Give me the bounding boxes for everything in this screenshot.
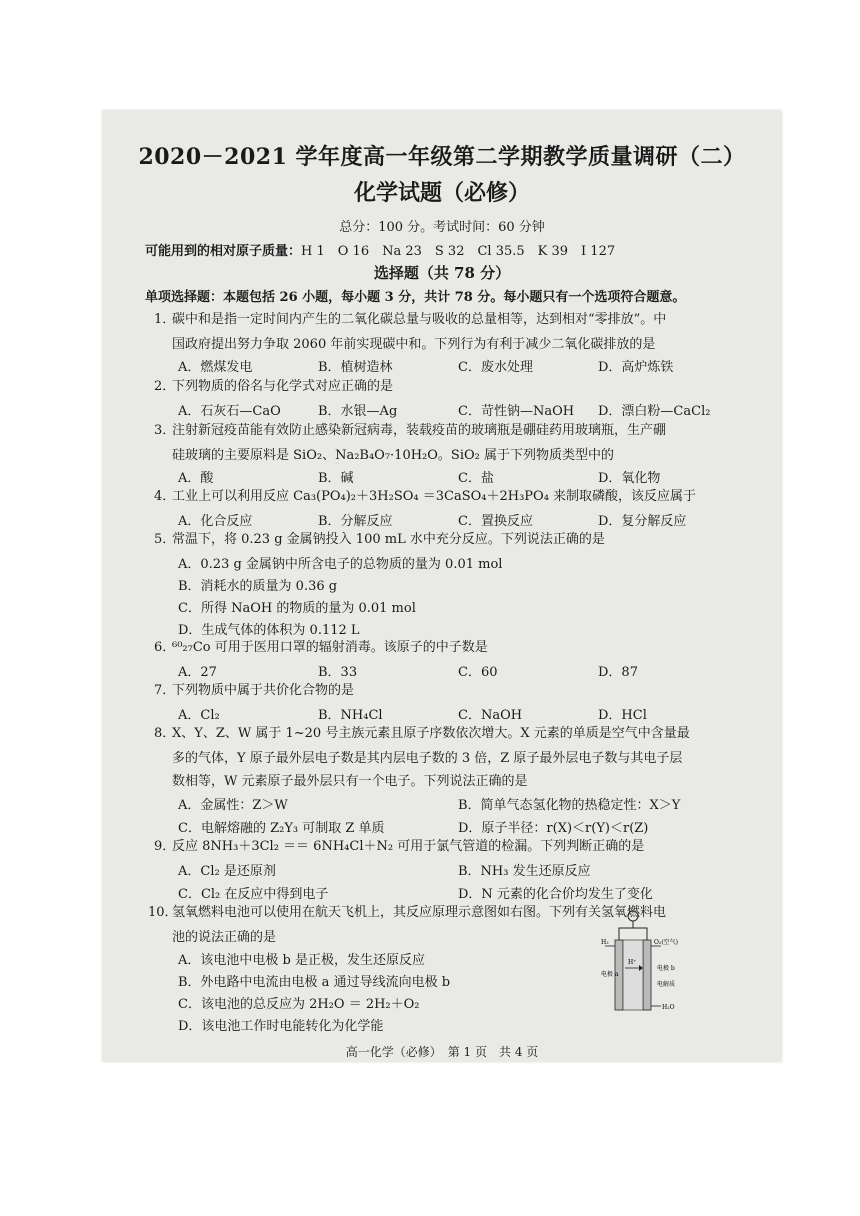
question-6: 6．⁶⁰₂₇Co 可用于医用口罩的辐射消毒。该原子的中子数是 <box>154 640 488 655</box>
options-row <box>178 356 738 375</box>
option-d[interactable]: D．该电池工作时电能转化为化学能 <box>178 1019 384 1034</box>
option-b[interactable]: B．水银—Ag <box>318 404 398 419</box>
option-d[interactable]: D．氧化物 <box>598 471 661 486</box>
atomic-label: 可能用到的相对原子质量： <box>145 244 302 259</box>
question-cont: 国政府提出努力争取 2060 年前实现碳中和。下列行为有利于减少二氧化碳排放的是 <box>172 337 656 352</box>
option-a[interactable]: A．Cl₂ 是还原剂 <box>178 864 276 879</box>
option-a[interactable]: A．化合反应 <box>178 514 253 529</box>
option-a[interactable]: A．Cl₂ <box>178 708 220 723</box>
option-c[interactable]: C．该电池的总反应为 2H₂O ＝ 2H₂＋O₂ <box>178 997 420 1012</box>
option-c[interactable]: C．苛性钠—NaOH <box>458 404 575 419</box>
options-row <box>178 794 738 813</box>
atomic-masses <box>145 240 615 259</box>
option-b[interactable]: B．NH₃ 发生还原反应 <box>458 864 591 879</box>
option-a[interactable]: A．酸 <box>178 471 214 486</box>
option-d[interactable]: D．N 元素的化合价均发生了变化 <box>458 887 653 902</box>
options-row <box>178 817 738 836</box>
external-wire <box>619 928 647 940</box>
options-row <box>178 510 738 529</box>
h2o-label: H₂O <box>662 1004 675 1011</box>
question-3: 3．注射新冠疫苗能有效防止感染新冠病毒，装载疫苗的玻璃瓶是硼硅药用玻璃瓶，生产硼 <box>154 423 667 438</box>
options-row <box>178 704 738 723</box>
exam-title: 2020－2021 学年度高一年级第二学期教学质量调研（二） <box>138 144 746 170</box>
electrode-b-label: 电极 b <box>657 965 675 972</box>
option-c[interactable]: C．盐 <box>458 471 494 486</box>
hplus-label: H⁺ <box>628 959 637 966</box>
exam-meta: 总分：100 分。考试时间：60 分钟 <box>339 220 545 235</box>
option-d[interactable]: D．高炉炼铁 <box>598 360 674 375</box>
question-stem: 反应 8NH₃＋3Cl₂ ＝＝ 6NH₄Cl＋N₂ 可用于氯气管道的检漏。下列判断正确的是 <box>172 839 645 854</box>
question-10: 10．氢氧燃料电池可以使用在航天飞机上，其反应原理示意图如右图。下列有关氢氧燃料电 <box>148 905 667 920</box>
option-b[interactable]: B．碱 <box>318 471 354 486</box>
option-d[interactable]: D．漂白粉—CaCl₂ <box>598 404 711 419</box>
atomic-values: H 1 O 16 Na 23 S 32 Cl 35.5 K 39 I 127 <box>301 244 616 259</box>
option-d[interactable]: D．生成气体的体积为 0.112 L <box>178 623 360 638</box>
option-c[interactable]: C．所得 NaOH 的物质的量为 0.01 mol <box>178 601 416 616</box>
option-a[interactable]: A．石灰石—CaO <box>178 404 281 419</box>
question-cont: 数相等，W 元素原子最外层只有一个电子。下列说法正确的是 <box>172 774 528 789</box>
question-cont: 池的说法正确的是 <box>172 930 277 945</box>
option-a[interactable]: A．27 <box>178 665 217 680</box>
question-stem: 氢氧燃料电池可以使用在航天飞机上，其反应原理示意图如右图。下列有关氢氧燃料电 <box>172 905 667 920</box>
section-title: 选择题（共 78 分） <box>373 264 511 282</box>
option-c[interactable]: C．废水处理 <box>458 360 533 375</box>
h2-label: H₂ <box>601 939 609 946</box>
question-2: 2．下列物质的俗名与化学式对应正确的是 <box>154 379 394 394</box>
question-cont: 硅玻璃的主要原料是 SiO₂、Na₂B₄O₇·10H₂O。SiO₂ 属于下列物质类型中的 <box>172 448 614 463</box>
option-c[interactable]: C．60 <box>458 665 498 680</box>
option-b[interactable]: B．分解反应 <box>318 514 393 529</box>
option-b[interactable]: B．NH₄Cl <box>318 708 383 723</box>
question-stem: 下列物质中属于共价化合物的是 <box>172 683 355 698</box>
option-c[interactable]: C．Cl₂ 在反应中得到电子 <box>178 887 329 902</box>
option-d[interactable]: D．87 <box>598 665 638 680</box>
option-c[interactable]: C．电解熔融的 Z₂Y₃ 可制取 Z 单质 <box>178 821 385 836</box>
question-stem: 常温下，将 0.23 g 金属钠投入 100 mL 水中充分反应。下列说法正确的是 <box>172 532 605 547</box>
section-instruction: 单项选择题：本题包括 26 小题，每小题 3 分，共计 78 分。每小题只有一个选项符合题意。 <box>145 290 686 305</box>
option-b[interactable]: B．33 <box>318 665 358 680</box>
fuel-cell-diagram <box>601 910 731 1022</box>
question-4: 4．工业上可以利用反应 Ca₃(PO₄)₂＋3H₂SO₄ ＝3CaSO₄＋2H₃PO₄ 来制取磷酸，该反应属于 <box>154 489 697 504</box>
electrolyte-label: 电解质 <box>657 981 676 988</box>
option-d[interactable]: D．复分解反应 <box>598 514 687 529</box>
question-stem: X、Y、Z、W 属于 1~20 号主族元素且原子序数依次增大。X 元素的单质是空气中含量最 <box>172 726 690 741</box>
exam-paper <box>102 110 782 1062</box>
question-stem: 下列物质的俗名与化学式对应正确的是 <box>172 379 394 394</box>
options-row <box>178 400 738 419</box>
question-5: 5．常温下，将 0.23 g 金属钠投入 100 mL 水中充分反应。下列说法正确的是 <box>154 532 605 547</box>
options-row <box>178 661 738 680</box>
question-1: 1．碳中和是指一定时间内产生的二氧化碳总量与吸收的总量相等，达到相对“零排放”。中 <box>154 312 667 327</box>
electrolyte <box>623 940 643 1010</box>
electrode-b <box>643 940 651 1010</box>
electrode-a-label: 电极 a <box>601 971 619 978</box>
bulb-icon <box>628 911 638 921</box>
question-8: 8．X、Y、Z、W 属于 1~20 号主族元素且原子序数依次增大。X 元素的单质是空气中含量最 <box>154 726 690 741</box>
option-b[interactable]: B．简单气态氢化物的热稳定性：X＞Y <box>458 798 681 813</box>
question-9: 9．反应 8NH₃＋3Cl₂ ＝＝ 6NH₄Cl＋N₂ 可用于氯气管道的检漏。下列判断正确的是 <box>154 839 645 854</box>
question-cont: 多的气体，Y 原子最外层电子数是其内层电子数的 3 倍，Z 原子最外层电子数与其电子层 <box>172 751 683 766</box>
question-7: 7．下列物质中属于共价化合物的是 <box>154 683 355 698</box>
option-a[interactable]: A．金属性：Z＞W <box>178 798 288 813</box>
option-b[interactable]: B．植树造林 <box>318 360 393 375</box>
option-b[interactable]: B．消耗水的质量为 0.36 g <box>178 579 338 594</box>
question-stem: 注射新冠疫苗能有效防止感染新冠病毒，装载疫苗的玻璃瓶是硼硅药用玻璃瓶，生产硼 <box>172 423 667 438</box>
question-stem: 工业上可以利用反应 Ca₃(PO₄)₂＋3H₂SO₄ ＝3CaSO₄＋2H₃PO₄ 来制取磷酸，该反应属于 <box>172 489 697 504</box>
page-footer: 高一化学（必修） 第 1 页 共 4 页 <box>345 1045 539 1059</box>
question-stem: ⁶⁰₂₇Co 可用于医用口罩的辐射消毒。该原子的中子数是 <box>172 640 488 655</box>
option-c[interactable]: C．NaOH <box>458 708 523 723</box>
question-stem: 碳中和是指一定时间内产生的二氧化碳总量与吸收的总量相等，达到相对“零排放”。中 <box>172 312 667 327</box>
option-d[interactable]: D．HCl <box>598 708 647 723</box>
o2-label: O₂(空气) <box>654 939 679 946</box>
option-a[interactable]: A．燃煤发电 <box>178 360 253 375</box>
options-row <box>178 860 738 879</box>
options-row <box>178 467 738 486</box>
option-a[interactable]: A．该电池中电极 b 是正极，发生还原反应 <box>178 953 425 968</box>
option-b[interactable]: B．外电路中电流由电极 a 通过导线流向电极 b <box>178 975 451 990</box>
option-d[interactable]: D．原子半径：r(X)＜r(Y)＜r(Z) <box>458 821 649 836</box>
option-a[interactable]: A．0.23 g 金属钠中所含电子的总物质的量为 0.01 mol <box>178 557 503 572</box>
options-row <box>178 883 738 902</box>
option-c[interactable]: C．置换反应 <box>458 514 533 529</box>
exam-subtitle: 化学试题（必修） <box>353 180 530 206</box>
